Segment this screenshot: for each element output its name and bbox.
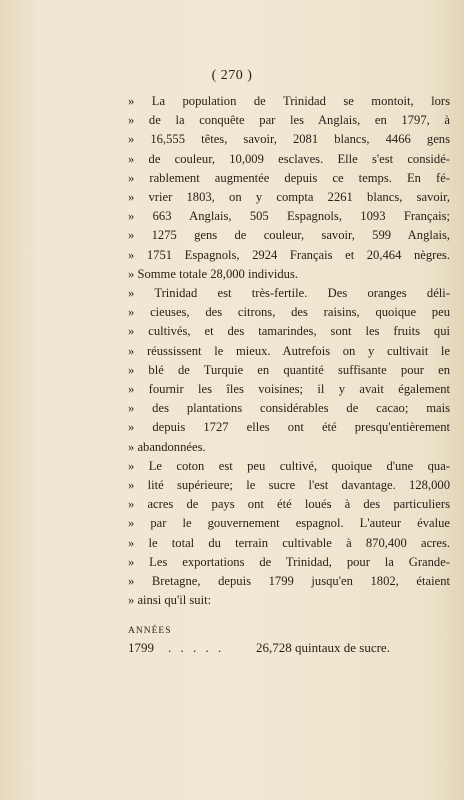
- text-line: » cultivés, et des tamarindes, sont les fruits qui: [128, 324, 450, 339]
- export-row: [128, 640, 450, 656]
- text-line: » vrier 1803, on y compta 2261 blancs, savoir,: [128, 190, 450, 205]
- page-number: ( 270 ): [211, 68, 253, 83]
- text-line: » ainsi qu'il suit:: [128, 593, 212, 608]
- export-value: 26,728 quintaux de sucre.: [256, 640, 390, 655]
- export-year: 1799: [128, 640, 154, 655]
- text-line: » La population de Trinidad se montoit, lors: [128, 94, 450, 108]
- text-line: » Bretagne, depuis 1799 jusqu'en 1802, étaient: [128, 574, 450, 589]
- text-line: » Les exportations de Trinidad, pour la Grande-: [128, 554, 450, 569]
- text-line: » le total du terrain cultivable à 870,400 acres.: [128, 535, 450, 550]
- text-line: » fournir les îles voisines; il y avait également: [128, 382, 450, 397]
- leader-dots: . . . . .: [168, 640, 225, 655]
- text-line: » de couleur, 10,009 esclaves. Elle s'est considé-: [128, 151, 450, 166]
- text-line: » rablement augmentée depuis ce temps. En fé-: [128, 170, 450, 185]
- text-line: » Somme totale 28,000 individus.: [128, 266, 299, 281]
- text-line: » acres de pays ont été loués à des particuliers: [128, 497, 450, 512]
- text-line: » cieuses, des citrons, des raisins, quoique peu: [128, 305, 450, 320]
- text-line: » 1275 gens de couleur, savoir, 599 Anglais,: [128, 228, 450, 243]
- text-line: » abandonnées.: [128, 439, 206, 454]
- text-line: » par le gouvernement espagnol. L'auteur évalue: [128, 516, 450, 531]
- text-line: » de la conquête par les Anglais, en 1797, à: [128, 113, 450, 128]
- text-line: » blé de Turquie en quantité suffisante pour en: [128, 362, 450, 377]
- text-line: » depuis 1727 elles ont été presqu'entièrement: [128, 420, 450, 435]
- text-line: » 16,555 têtes, savoir, 2081 blancs, 4466 gens: [128, 132, 450, 147]
- text-line: » Trinidad est très-fertile. Des oranges déli-: [128, 286, 450, 301]
- text-line: » Le coton est peu cultivé, quoique d'une qua-: [128, 458, 450, 473]
- table-heading: ANNÉES: [128, 626, 172, 636]
- text-line: » réussissent le mieux. Autrefois on y cultivait le: [128, 343, 450, 358]
- text-line: » des plantations considérables de cacao; mais: [128, 401, 450, 416]
- text-line: » 663 Anglais, 505 Espagnols, 1093 Français;: [128, 209, 450, 224]
- text-line: » 1751 Espagnols, 2924 Français et 20,464 nègres.: [128, 247, 450, 262]
- body-text: [128, 92, 450, 610]
- text-line: » lité supérieure; le sucre l'est davantage. 128,000: [128, 478, 450, 493]
